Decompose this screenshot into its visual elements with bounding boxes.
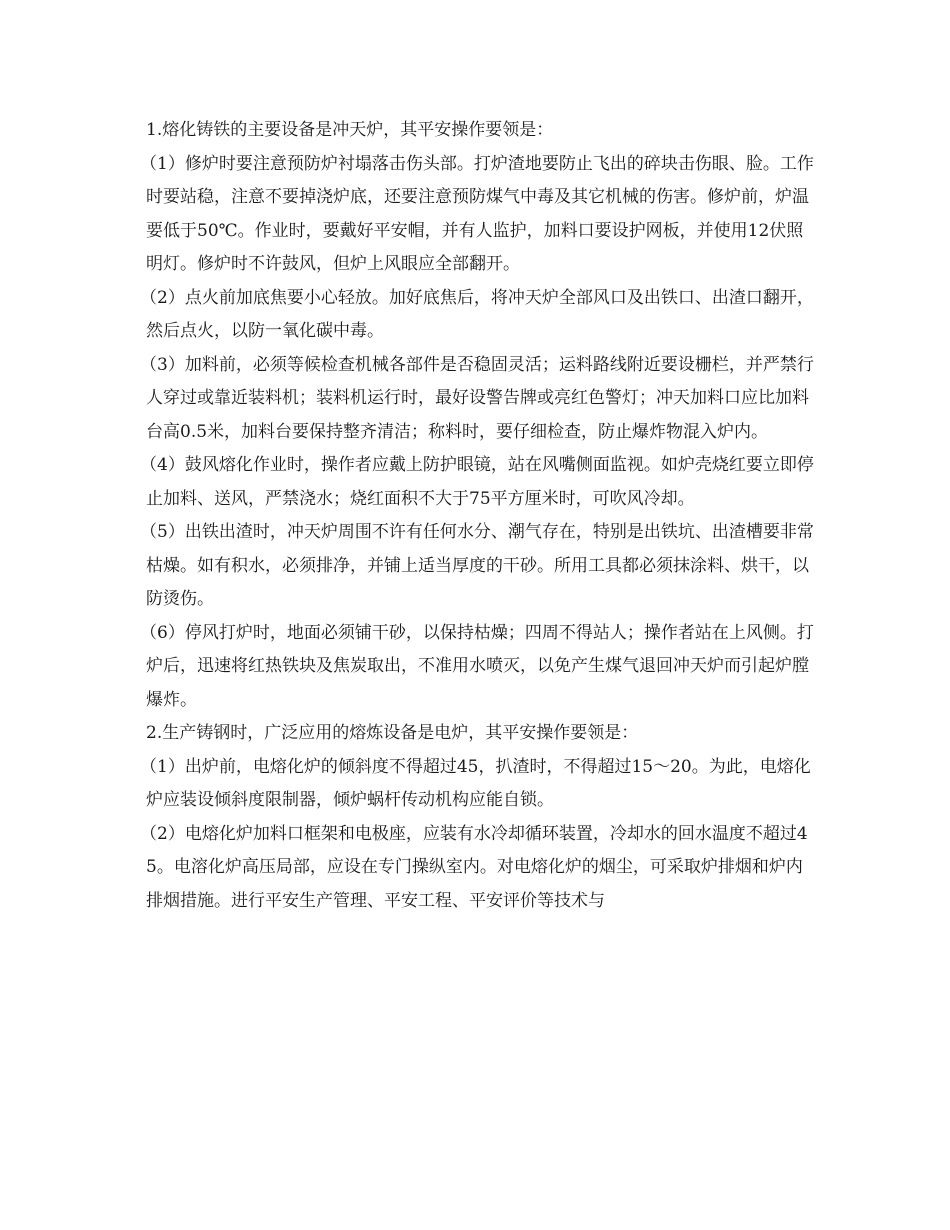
section-1-item-4: （4）鼓风熔化作业时，操作者应戴上防护眼镜，站在风嘴侧面监视。如炉壳烧红要立即停止加料、送风，严禁浇水；烧红面积不大于75平方厘米时，可吹风冷却。 [140, 455, 814, 509]
section-1-item-5: （5）出铁出渣时，冲天炉周围不许有任何水分、潮气存在，特别是出铁坑、出渣槽要非常枯燥。如有积水，必须排净，并铺上适当厚度的干砂。所用工具都必须抹涂料、烘干，以防烫伤。 [140, 522, 814, 609]
section-1-heading: 1.熔化铸铁的主要设备是冲天炉，其平安操作要领是： [146, 120, 554, 140]
section-1-item-6: （6）停风打炉时，地面必须铺干砂，以保持枯燥；四周不得站人；操作者站在上风侧。打炉后，迅速将红热铁块及焦炭取出，不准用水喷灭，以免产生煤气退回冲天炉而引起炉膛爆炸。 [140, 622, 814, 710]
section-2-item-1: （1）出炉前，电熔化炉的倾斜度不得超过45，扒渣时，不得超过15～20。为此，电熔化炉应装设倾斜度限制器，倾炉蜗杆传动机构应能自锁。 [140, 756, 811, 810]
section-1-item-3: （3）加料前，必须等候检查机械各部件是否稳固灵活；运料路线附近要设栅栏，并严禁行人穿过或靠近装料机；装料机运行时，最好设警告牌或亮红色警灯；冲天加料口应比加料台高0.5米，加料台要保持整齐清洁；称料时，要仔细检查，防止爆炸物混入炉内。 [140, 354, 814, 442]
section-2-item-2: （2）电熔化炉加料口框架和电极座，应装有水冷却循环装置，冷却水的回水温度不超过45。电溶化炉高压局部，应设在专门操纵室内。对电熔化炉的烟尘，可采取炉排烟和炉内排烟措施。进行平安生产管理、平安工程、平安评价等技术与 [140, 823, 808, 911]
section-1-item-2: （2）点火前加底焦要小心轻放。加好底焦后，将冲天炉全部风口及出铁口、出渣口翻开，然后点火，以防一氧化碳中毒。 [140, 287, 814, 341]
section-2-heading: 2.生产铸钢时，广泛应用的熔炼设备是电炉，其平安操作要领是： [146, 723, 639, 743]
section-1-item-1: （1）修炉时要注意预防炉衬塌落击伤头部。打炉渣地要防止飞出的碎块击伤眼、脸。工作时要站稳，注意不要掉浇炉底，还要注意预防煤气中毒及其它机械的伤害。修炉前，炉温要低于50℃。作业时，要戴好平安帽，并有人监护，加料口要设护网板，并使用12伏照明灯。修炉时不许鼓风，但炉上风眼应全部翻开。 [140, 153, 814, 274]
document-body [140, 114, 814, 918]
